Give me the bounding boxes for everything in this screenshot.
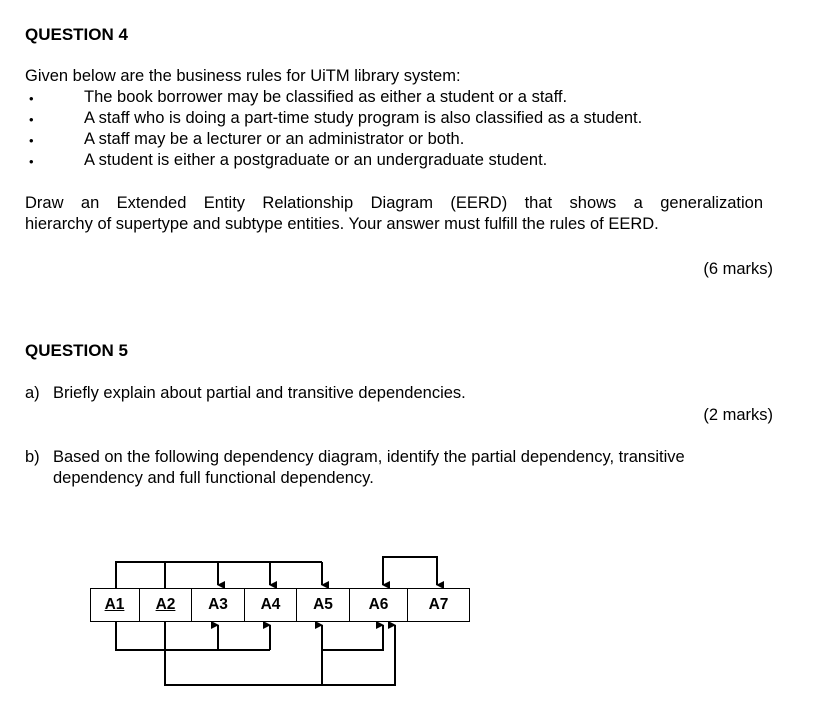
- question-5-title: QUESTION 5: [25, 341, 128, 360]
- transitive-dependency-a5-arrow: [322, 625, 383, 650]
- question-4-task-line-2: hierarchy of supertype and subtype entities. Your answer must fulfill the rules of EERD.: [25, 215, 659, 233]
- question-4-title: QUESTION 4: [25, 25, 128, 44]
- part-a-label: a): [25, 384, 40, 402]
- part-b-label: b): [25, 448, 40, 466]
- a6-a7-dependency-arrow: [383, 557, 437, 585]
- attribute-cell-a3: A3: [192, 588, 245, 622]
- attribute-cell-a2: A2: [140, 588, 192, 622]
- part-a-marks: (2 marks): [703, 406, 773, 424]
- bullet-icon: •: [29, 112, 34, 127]
- business-rule-item: A staff may be a lecturer or an administrator or both.: [84, 130, 465, 148]
- business-rule-item: A student is either a postgraduate or an undergraduate student.: [84, 151, 548, 169]
- question-4-marks: (6 marks): [703, 260, 773, 278]
- attribute-cell-a4: A4: [245, 588, 297, 622]
- bullet-icon: •: [29, 133, 34, 148]
- partial-dependency-a1-arrow: [116, 622, 270, 650]
- partial-dependency-a2-arrow: [165, 622, 395, 685]
- bullet-icon: •: [29, 91, 34, 106]
- attribute-cell-a1: A1: [90, 588, 140, 622]
- question-4-task-line-1: Draw an Extended Entity Relationship Diagram (EERD) that shows a generalization: [25, 194, 763, 212]
- part-b-question-line-1: Based on the following dependency diagram, identify the partial dependency, transitive: [53, 448, 685, 466]
- business-rule-item: A staff who is doing a part-time study program is also classified as a student.: [84, 109, 643, 127]
- bullet-icon: •: [29, 154, 34, 169]
- question-4-intro: Given below are the business rules for UiTM library system:: [25, 67, 461, 85]
- attribute-cell-a6: A6: [350, 588, 408, 622]
- attribute-cell-a7: A7: [428, 596, 449, 613]
- business-rule-item: The book borrower may be classified as either a student or a staff.: [84, 88, 568, 106]
- part-b-question-line-2: dependency and full functional dependency.: [53, 469, 374, 487]
- part-a-question: Briefly explain about partial and transitive dependencies.: [53, 384, 466, 402]
- attribute-cell-a5: A5: [297, 588, 350, 622]
